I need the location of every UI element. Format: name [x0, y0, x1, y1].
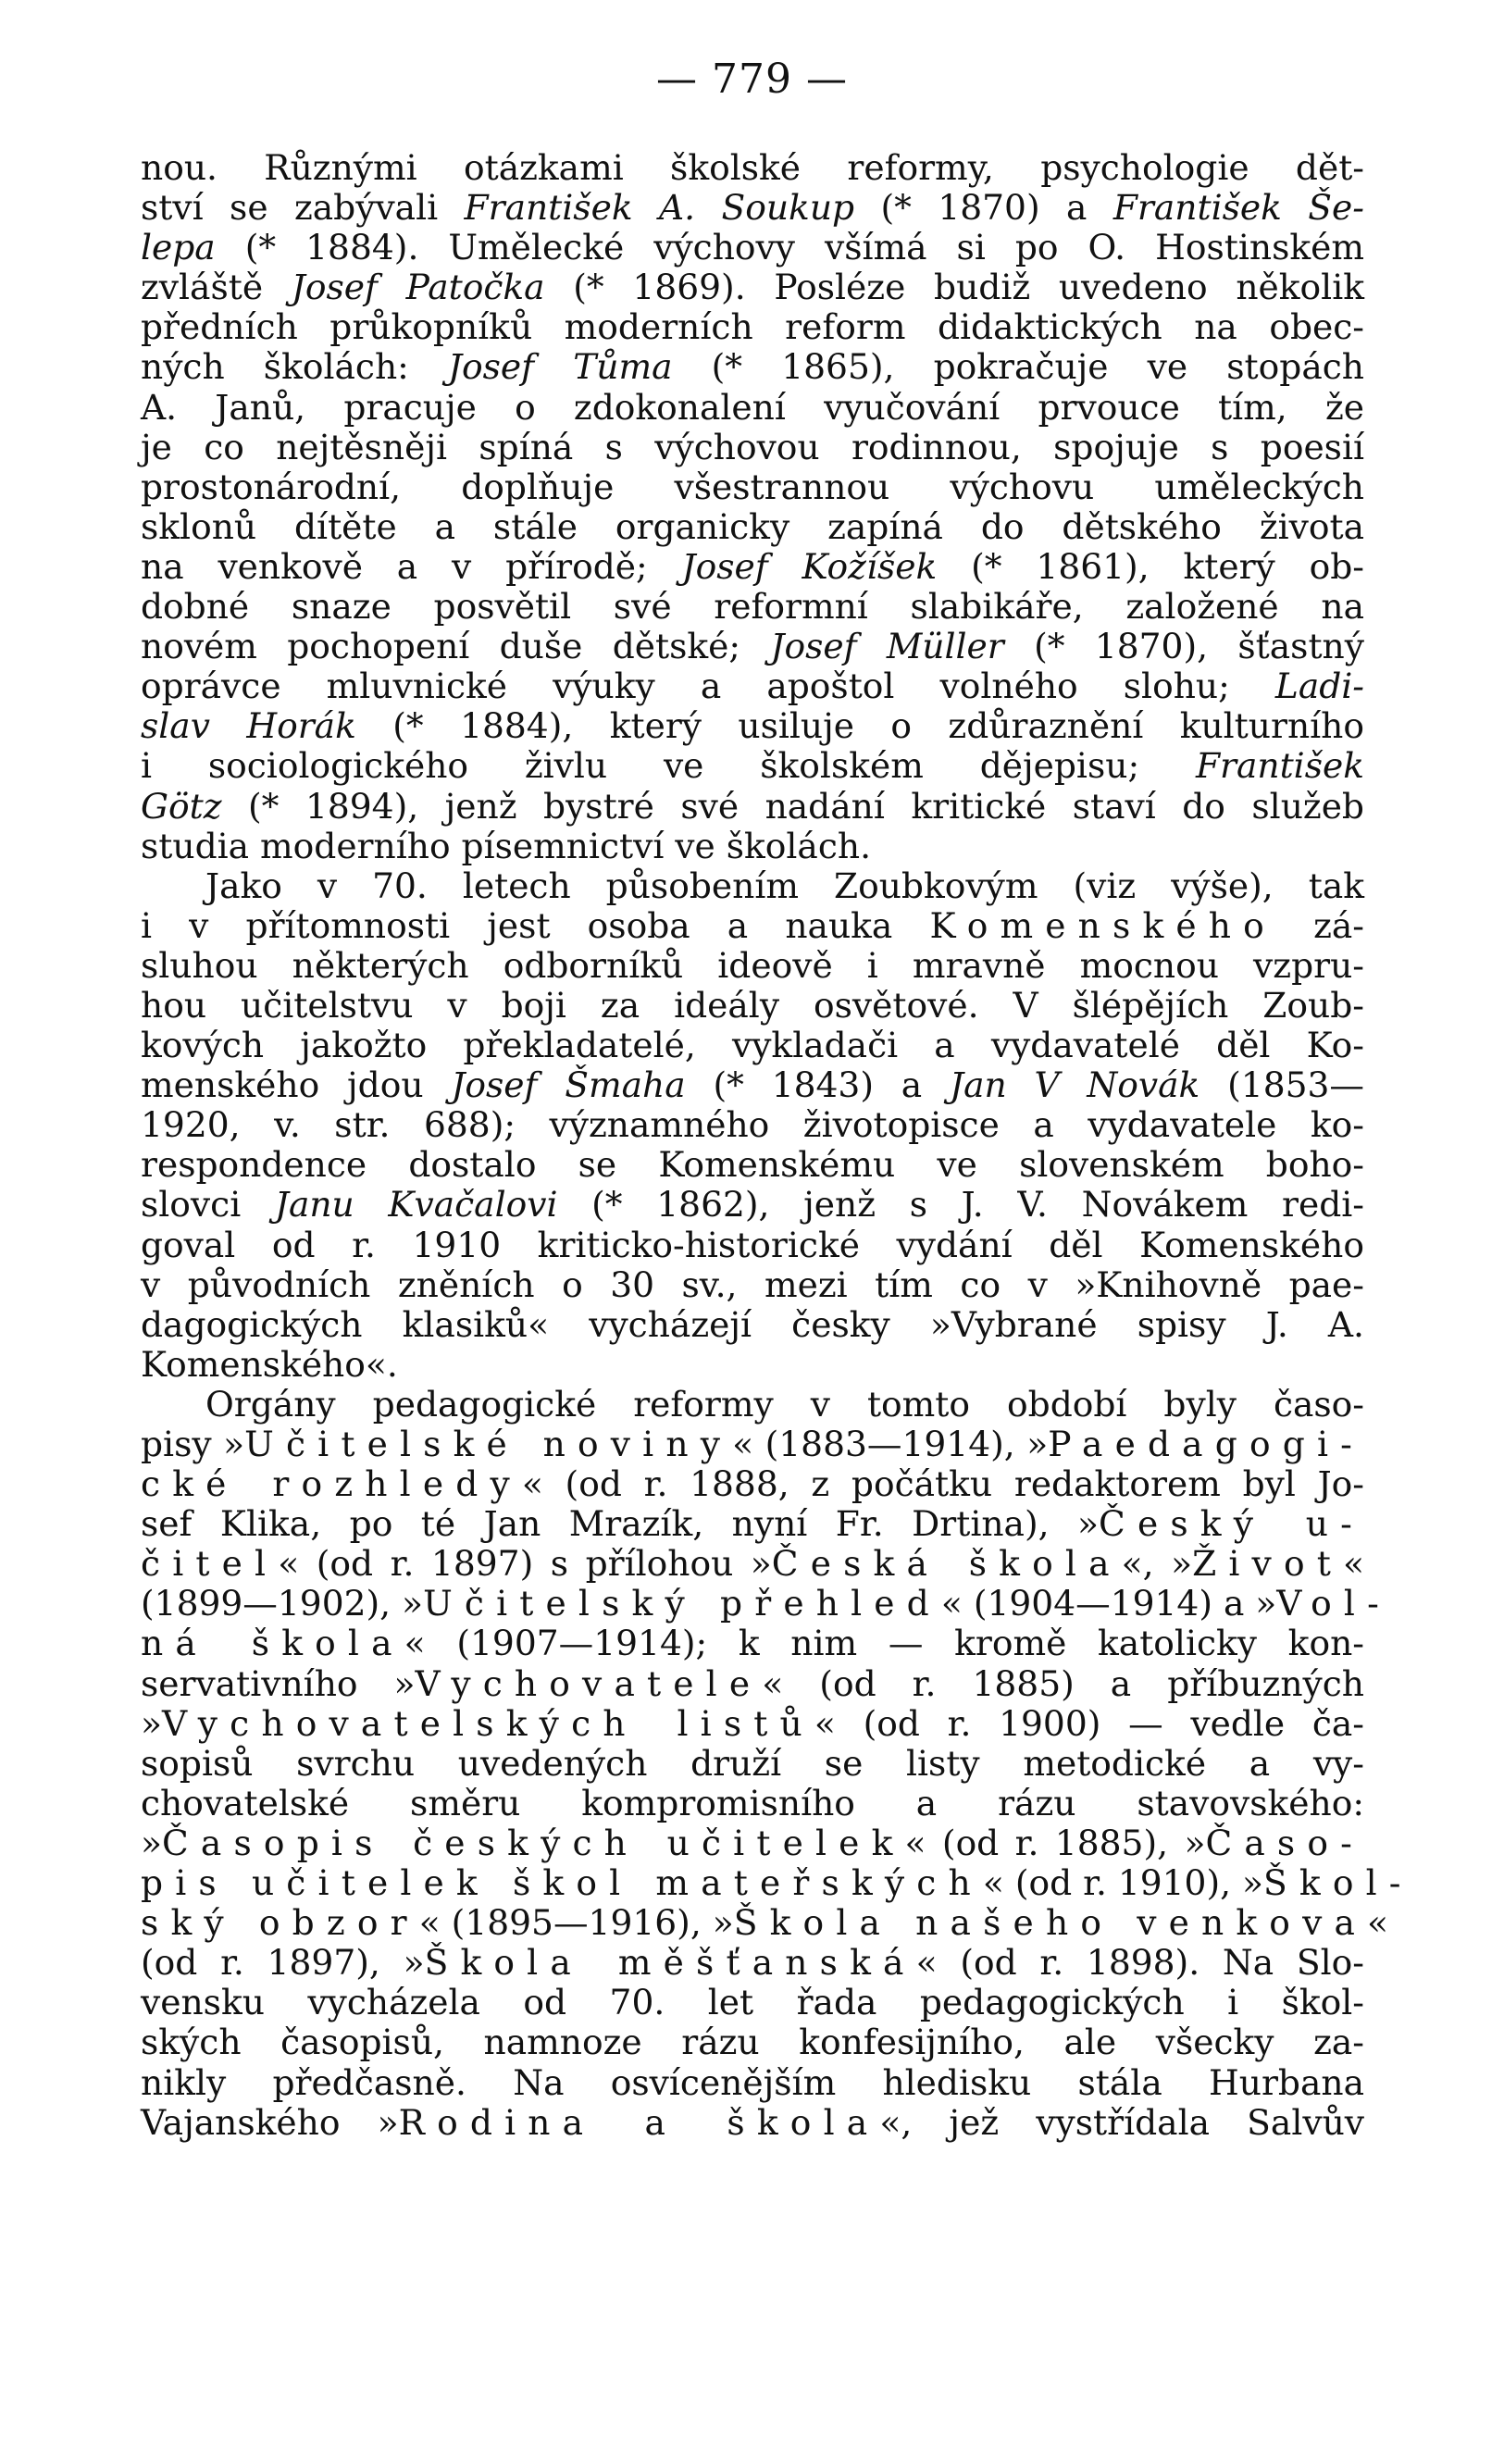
text-run: « (od r. 1910), »: [982, 1862, 1264, 1904]
spaced-title: Časopis českých učitelek: [162, 1822, 905, 1863]
text-line: [141, 706, 1364, 746]
text-line: [141, 1983, 1364, 2022]
text-line: [141, 2063, 1364, 2103]
text-run: vensku vycházela od 70. let řada pedagogických i škol-: [141, 1982, 1364, 2023]
text-run: v původních zněních o 30 sv., mezi tím co v »Knihovně pae-: [141, 1263, 1364, 1305]
text-run: goval od r. 1910 kriticko-historické vydání děl Komenského: [141, 1224, 1364, 1265]
spaced-title: Časo-: [1205, 1822, 1364, 1863]
italic-name: František A. Soukup: [464, 187, 855, 229]
text-run: « (1904—1914) a »: [940, 1583, 1277, 1624]
text-run: Orgány pedagogické reformy v tomto období byly časo-: [205, 1383, 1364, 1425]
text-line: [141, 388, 1364, 428]
spaced-title: cké rozhledy: [141, 1463, 522, 1505]
text-line: [141, 1065, 1364, 1105]
text-line: [141, 188, 1364, 228]
text-run: i sociologického živlu ve školském dějepisu;: [141, 745, 1196, 787]
text-line: [141, 1026, 1364, 1065]
text-run: na venkově a v přírodě;: [141, 545, 682, 587]
text-run: «: [1343, 1543, 1364, 1585]
text-line: [141, 1784, 1364, 1823]
spaced-title: Učitelský přehled: [423, 1583, 941, 1624]
text-line: [141, 1185, 1364, 1225]
text-line: [141, 827, 1364, 866]
text-run: dagogických klasiků« vycházejí česky »Vybrané spisy J. A.: [141, 1303, 1364, 1345]
text-run: sklonů dítěte a stále organicky zapíná do dětského života: [141, 505, 1364, 547]
text-run: dobné snaze posvětil své reformní slabikáře, založené na: [141, 586, 1364, 628]
text-run: kových jakožto překladatelé, vykladači a vydavatelé děl Ko-: [141, 1025, 1364, 1066]
text-run: (* 1884). Umělecké výchovy všímá si po O. Hostinském: [215, 227, 1364, 268]
text-run: slovci: [141, 1184, 275, 1226]
spaced-title: ná škola: [141, 1623, 404, 1664]
text-run: (* 1894), jenž bystré své nadání kritické staví do služeb: [221, 785, 1364, 827]
text-run: (* 1861), který ob-: [937, 545, 1365, 587]
text-run: zvláště: [141, 267, 292, 308]
text-run: hou učitelstvu v boji za ideály osvětové. V šlépějích Zoub-: [141, 984, 1364, 1026]
text-run: nou. Různými otázkami školské reformy, psychologie dět-: [141, 147, 1364, 188]
text-line: [141, 1145, 1364, 1185]
spaced-title: Český u-: [1099, 1503, 1364, 1545]
text-line: [141, 1464, 1364, 1504]
text-run: novém pochopení duše dětské;: [141, 626, 771, 667]
text-line: [141, 1704, 1364, 1744]
spaced-title: Život: [1192, 1543, 1343, 1585]
text-line: [141, 1744, 1364, 1784]
text-line: [141, 746, 1364, 786]
text-line: [141, 1105, 1364, 1145]
text-line: [141, 866, 1364, 906]
text-run: chovatelské směru kompromisního a rázu stavovského:: [141, 1782, 1364, 1823]
text-line: [141, 307, 1364, 347]
text-run: je co nejtěsněji spíná s výchovou rodinnou, spojuje s poesií: [141, 426, 1364, 467]
text-run: »: [141, 1702, 162, 1744]
text-line: [141, 507, 1364, 547]
text-run: « (od r. 1900) — vedle ča-: [814, 1702, 1364, 1744]
text-line: [141, 347, 1364, 387]
text-line: [141, 1385, 1364, 1425]
italic-name: František Še-: [1112, 187, 1364, 229]
text-run: Jako v 70. letech působením Zoubkovým (viz výše), tak: [205, 865, 1364, 906]
text-run: studia moderního písemnictví ve školách.: [141, 825, 872, 866]
text-line: [141, 1943, 1364, 1983]
text-run: (* 1869). Posléze budiž uvedeno několik: [544, 267, 1364, 308]
text-line: [141, 2022, 1364, 2062]
text-run: 1920, v. str. 688); významného životopisce a vydavatele ko-: [141, 1104, 1364, 1146]
text-run: «: [1367, 1902, 1389, 1944]
italic-name: Götz: [141, 785, 222, 827]
text-run: A. Janů, pracuje o zdokonalení vyučování prvouce tím, že: [141, 386, 1364, 428]
text-line: [141, 1624, 1364, 1663]
text-line: [141, 986, 1364, 1026]
text-run: (1899—1902), »: [141, 1583, 424, 1624]
spaced-title: Paedagogi-: [1048, 1424, 1364, 1464]
italic-name: Josef Šmaha: [451, 1064, 686, 1106]
text-line: [141, 946, 1364, 986]
spaced-title: Škol-: [1263, 1862, 1413, 1904]
text-line: [141, 1544, 1364, 1584]
text-run: ných školách:: [141, 346, 448, 388]
text-run: Komenského«.: [141, 1343, 398, 1385]
italic-name: Josef Patočka: [291, 267, 545, 308]
text-run: i v přítomnosti jest osoba a nauka: [141, 904, 930, 946]
text-run: pisy »: [141, 1424, 245, 1464]
text-line: [141, 1226, 1364, 1265]
text-run: « (od r. 1897) s přílohou »: [278, 1543, 772, 1585]
italic-name: Josef Müller: [770, 626, 1004, 667]
text-run: « (od r. 1885), »: [904, 1822, 1206, 1863]
spaced-title: Učitelské noviny: [244, 1424, 733, 1464]
text-run: (od r. 1897), »: [141, 1942, 425, 1984]
spaced-title: pis učitelek škol mateřských: [141, 1862, 983, 1904]
text-run: (* 1843) a: [685, 1064, 950, 1106]
text-line: [141, 906, 1364, 946]
spaced-title: Vychovatelských listů: [162, 1702, 814, 1744]
text-run: (* 1870), šťastný: [1003, 626, 1364, 667]
text-run: « (od r. 1885) a příbuzných: [762, 1662, 1364, 1704]
text-line: [141, 428, 1364, 467]
text-line: [141, 547, 1364, 587]
text-line: [141, 1664, 1364, 1704]
text-line: [141, 666, 1364, 706]
text-run: « (od r. 1898). Na Slo-: [915, 1942, 1364, 1984]
text-run: ských časopisů, namnoze rázu konfesijního, ale všecky za-: [141, 2022, 1364, 2063]
italic-name: Ladi-: [1274, 666, 1364, 707]
text-run: (1853—: [1199, 1064, 1365, 1106]
text-run: ství se zabývali: [141, 187, 465, 229]
text-run: sluhou některých odborníků ideově i mravně mocnou vzpru-: [141, 944, 1364, 986]
text-line: [141, 1823, 1364, 1863]
text-line: [141, 228, 1364, 268]
spaced-title: čitel: [141, 1543, 279, 1585]
italic-name: Josef Kožíšek: [681, 545, 938, 587]
text-run: (* 1865), pokračuje ve stopách: [672, 346, 1364, 388]
body-text: [141, 147, 1413, 2143]
text-run: zá-: [1275, 904, 1364, 946]
text-run: servativního »: [141, 1662, 416, 1704]
spaced-title: ský obzor: [141, 1902, 419, 1944]
text-run: nikly předčasně. Na osvícenějším hledisku stála Hurbana: [141, 2061, 1364, 2103]
text-run: menského jdou: [141, 1064, 452, 1106]
text-line: [141, 627, 1364, 666]
text-run: sef Klika, po té Jan Mrazík, nyní Fr. Drtina), »: [141, 1503, 1100, 1545]
italic-name: Jan V Novák: [950, 1064, 1200, 1106]
text-run: «, jež vystřídala Salvův: [879, 2101, 1365, 2143]
text-run: « (od r. 1888, z počátku redaktorem byl Jo-: [521, 1463, 1364, 1505]
spaced-title: Česká škola: [771, 1543, 1122, 1585]
text-run: « (1895—1916), »: [418, 1902, 734, 1944]
italic-name: slav Horák: [141, 705, 356, 747]
text-run: »: [141, 1822, 162, 1863]
text-line: [141, 467, 1364, 507]
text-run: (* 1862), jenž s J. V. Novákem redi-: [557, 1184, 1365, 1226]
italic-name: Janu Kvačalovi: [274, 1184, 558, 1226]
text-run: sopisů svrchu uvedených druží se listy metodické a vy-: [141, 1742, 1364, 1784]
text-line: [141, 1902, 1389, 1944]
page-number: — 779 —: [656, 56, 848, 103]
text-run: «, »: [1121, 1543, 1193, 1585]
spaced-title: Škola měšťanská: [424, 1942, 916, 1984]
text-line: [141, 148, 1364, 188]
spaced-title: Rodina a škola: [398, 2101, 880, 2143]
text-line: [141, 1345, 1364, 1385]
text-line: [141, 1504, 1364, 1544]
text-run: Vajanského »: [141, 2101, 399, 2143]
italic-name: lepa: [141, 227, 216, 268]
text-line: [141, 268, 1364, 307]
text-line: [141, 1265, 1364, 1305]
spaced-title: Škola našeho venkova: [733, 1902, 1368, 1944]
spaced-title: Vychovatele: [415, 1662, 763, 1704]
text-line: [141, 1583, 1391, 1624]
text-line: [141, 787, 1364, 827]
text-run: předních průkopníků moderních reform didaktických na obec-: [141, 306, 1364, 348]
text-line: [141, 2103, 1364, 2143]
text-run: respondence dostalo se Komenskému ve slovenském boho-: [141, 1144, 1364, 1186]
italic-name: Josef Tůma: [447, 346, 673, 388]
spaced-title: Vol-: [1276, 1583, 1391, 1624]
text-line: [141, 1425, 1364, 1464]
text-line: [141, 1862, 1413, 1904]
text-run: (* 1870) a: [854, 187, 1113, 229]
spaced-title: Komenského: [929, 904, 1276, 946]
italic-name: František: [1195, 745, 1364, 787]
text-line: [141, 587, 1364, 627]
text-run: (* 1884), který usiluje o zdůraznění kulturního: [355, 705, 1364, 747]
text-line: [141, 1305, 1364, 1345]
text-run: « (1907—1914); k nim — kromě katolicky kon-: [404, 1623, 1364, 1664]
text-run: « (1883—1914), »: [732, 1424, 1049, 1464]
text-run: prostonárodní, doplňuje všestrannou výchovu uměleckých: [141, 466, 1364, 507]
text-run: oprávce mluvnické výuky a apoštol volného slohu;: [141, 666, 1275, 707]
